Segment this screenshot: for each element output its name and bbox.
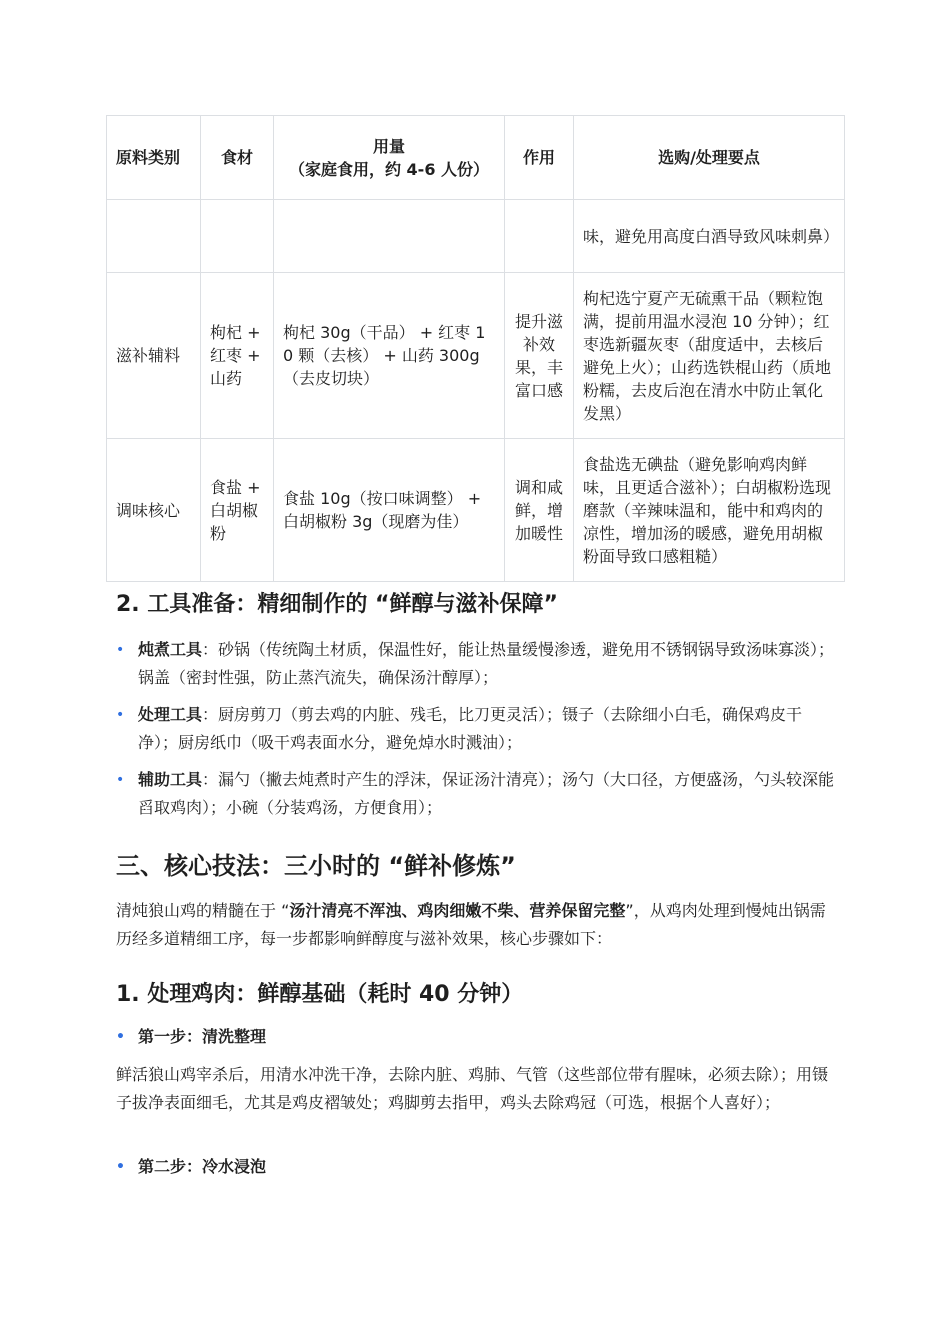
step-1-paragraph: 鲜活狼山鸡宰杀后，用清水冲洗干净，去除内脏、鸡肺、气管（这些部位带有腥味，必须去除）；用镊子拔净表面细毛，尤其是鸡皮褶皱处；鸡脚剪去指甲，鸡头去除鸡冠（可选，根据个人喜好）；: [116, 1065, 829, 1112]
cell-amount: 食盐 10g（按口味调整） + 白胡椒粉 3g（现磨为佳）: [274, 439, 505, 582]
cell-notes: 食盐选无碘盐（避免影响鸡肉鲜味，且更适合滋补）；白胡椒粉选现磨款（辛辣味温和，能中和鸡肉的凉性，增加汤的暖感，避免用胡椒粉面导致口感粗糙）: [574, 439, 845, 582]
subsection-heading: 1. 处理鸡肉：鲜醇基础（耗时 40 分钟）: [116, 982, 524, 1007]
bullet-icon: •: [116, 707, 125, 723]
cell-ingredient: [201, 200, 274, 273]
table-row: [107, 273, 845, 439]
tool-text: ：厨房剪刀（剪去鸡的内脏、残毛，比刀更灵活）；镊子（去除细小白毛，确保鸡皮干净）；厨房纸巾（吸干鸡表面水分，避免焯水时溅油）；: [138, 705, 803, 752]
header-amount: [274, 116, 505, 200]
ingredients-table: [106, 115, 845, 582]
bullet-icon: •: [116, 642, 125, 658]
cell-effect: [505, 200, 574, 273]
tool-text: ：砂锅（传统陶土材质，保温性好，能让热量缓慢渗透，避免用不锈钢锅导致汤味寡淡）；锅盖（密封性强，防止蒸汽流失，确保汤汁醇厚）；: [138, 640, 835, 687]
intro-text-before: 清炖狼山鸡的精髓在于 “: [116, 901, 290, 920]
cell-notes: 枸杞选宁夏产无硫熏干品（颗粒饱满，提前用温水浸泡 10 分钟）；红枣选新疆灰枣（甜度适中，去核后避免上火）；山药选铁棍山药（质地粉糯，去皮后泡在清水中防止氧化发黑）: [574, 273, 845, 439]
list-item: [116, 766, 836, 822]
tools-heading: 2. 工具准备：精细制作的 “鲜醇与滋补保障”: [116, 592, 558, 617]
list-item: [116, 701, 836, 757]
header-amount-title: 用量: [372, 136, 405, 156]
tool-label: 炖煮工具: [138, 640, 203, 659]
step-1-title: [116, 1024, 266, 1050]
intro-emphasis: 汤汁清亮不浑浊、鸡肉细嫩不柴、营养保留完整: [289, 901, 626, 920]
bullet-icon: •: [116, 1159, 125, 1175]
intro-paragraph: [116, 897, 841, 953]
tool-label: 辅助工具: [138, 770, 203, 789]
intro-text-after: ”，从鸡肉处理到慢炖出锅需历经多道精细工序，每一步都影响鲜醇度与滋补效果，核心步骤如下：: [116, 901, 826, 948]
tool-label: 处理工具: [138, 705, 203, 724]
table-header-row: [107, 116, 845, 200]
header-notes: 选购/处理要点: [574, 116, 845, 200]
cell-amount: [274, 200, 505, 273]
step-2-label: 第二步：冷水浸泡: [138, 1157, 267, 1176]
table-row: [107, 200, 845, 273]
cell-category: 滋补辅料: [107, 273, 201, 439]
cell-category: [107, 200, 201, 273]
header-ingredient: 食材: [201, 116, 274, 200]
cell-notes: 味，避免用高度白酒导致风味刺鼻）: [574, 200, 845, 273]
list-item: [116, 636, 836, 692]
header-effect: 作用: [505, 116, 574, 200]
cell-effect: 调和咸鲜，增加暖性: [505, 439, 574, 582]
step-1-label: 第一步：清洗整理: [138, 1027, 267, 1046]
tool-text: ：漏勺（撇去炖煮时产生的浮沫，保证汤汁清亮）；汤勺（大口径，方便盛汤，勺头较深能舀取鸡肉）；小碗（分装鸡汤，方便食用）；: [138, 770, 835, 817]
header-amount-subtitle: （家庭食用，约 4-6 人份）: [288, 159, 490, 179]
section-heading: 三、核心技法：三小时的 “鲜补修炼”: [116, 852, 516, 880]
cell-effect: 提升滋补效果，丰富口感: [505, 273, 574, 439]
cell-ingredient: 枸杞 + 红枣 + 山药: [201, 273, 274, 439]
step-2-title: [116, 1154, 266, 1180]
cell-amount: 枸杞 30g（干品） + 红枣 10 颗（去核） + 山药 300g（去皮切块）: [274, 273, 505, 439]
bullet-icon: •: [116, 772, 125, 788]
bullet-icon: •: [116, 1029, 125, 1045]
table-row: [107, 439, 845, 582]
tools-list: [116, 636, 836, 831]
cell-ingredient: 食盐 + 白胡椒粉: [201, 439, 274, 582]
cell-category: 调味核心: [107, 439, 201, 582]
header-category: 原料类别: [107, 116, 201, 200]
